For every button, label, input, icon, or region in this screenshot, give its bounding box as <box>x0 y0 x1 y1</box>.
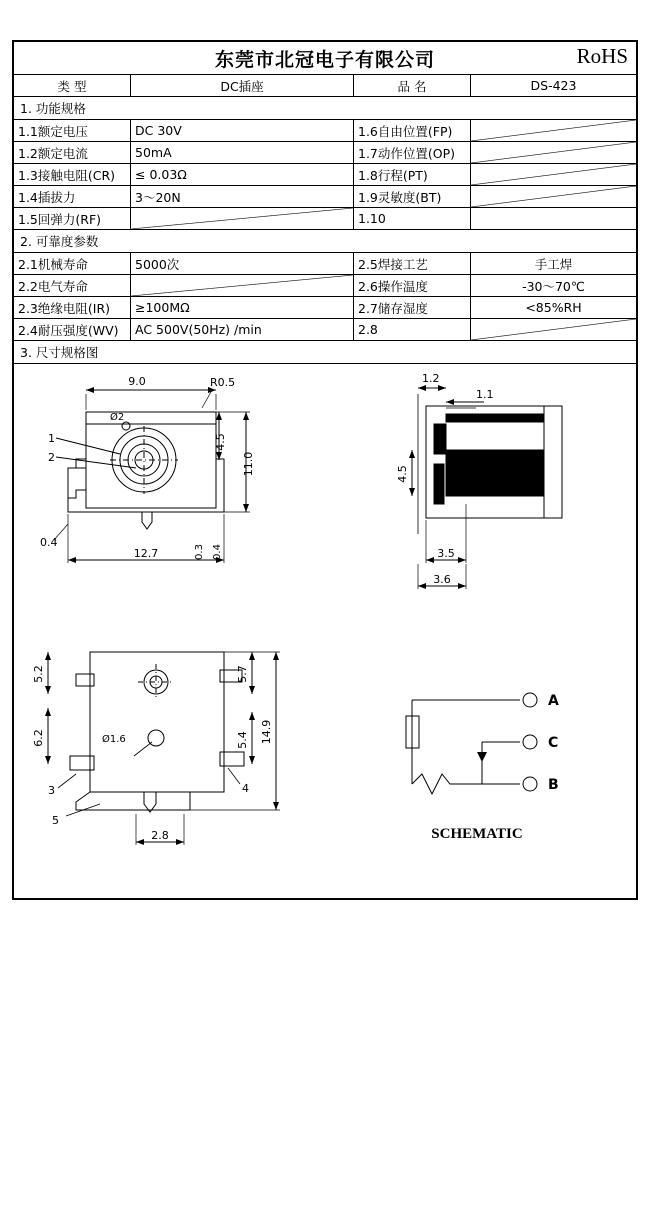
func-1-4-value: 3～20N <box>131 186 354 208</box>
rel-2-1-label: 2.1机械寿命 <box>14 253 131 275</box>
schematic-terminal-c: C <box>548 735 559 751</box>
type-value: DC插座 <box>131 75 354 97</box>
section-3-header: 3. 尺寸规格图 <box>14 341 636 364</box>
rel-2-5-label: 2.5焊接工艺 <box>354 253 471 275</box>
datasheet-border <box>12 40 638 900</box>
bottomview-callout-3: 3 <box>48 784 55 797</box>
rel-2-8-label: 2.8 <box>354 319 471 341</box>
name-label: 品 名 <box>354 75 471 97</box>
schematic-terminal-b: B <box>548 777 559 793</box>
table-row <box>14 75 636 97</box>
rel-2-3-label: 2.3绝缘电阻(IR) <box>14 297 131 319</box>
company-name: 东莞市北冠电子有限公司 <box>214 49 435 71</box>
bottomview-dim-62: 6.2 <box>32 729 45 747</box>
bottomview-dim-16: Ø1.6 <box>102 734 126 745</box>
rel-2-3-value: ≥100MΩ <box>131 297 354 319</box>
drawing-area <box>14 364 636 1220</box>
table-row <box>14 142 636 164</box>
table-row <box>14 186 636 208</box>
topview-dim-03: 0.3 <box>194 544 205 560</box>
topview-dim-04a: 0.4 <box>40 536 58 549</box>
topview-dim-width: 9.0 <box>128 375 146 388</box>
func-1-2-value: 50mA <box>131 142 354 164</box>
func-1-2-label: 1.2额定电流 <box>14 142 131 164</box>
func-1-3-value: ≤ 0.03Ω <box>131 164 354 186</box>
func-1-3-label: 1.3接触电阻(CR) <box>14 164 131 186</box>
func-1-1-label: 1.1额定电压 <box>14 120 131 142</box>
table-row <box>14 297 636 319</box>
table-row <box>14 275 636 297</box>
topview-dim-11: 11.0 <box>242 451 255 477</box>
func-1-6-value <box>471 120 637 142</box>
sideview-dim-35: 3.5 <box>437 547 455 560</box>
rel-2-4-value: AC 500V(50Hz) /min <box>131 319 354 341</box>
header <box>14 42 636 75</box>
schematic-terminal-a: A <box>548 693 559 709</box>
func-1-8-label: 1.8行程(PT) <box>354 164 471 186</box>
section-1-header: 1. 功能规格 <box>14 97 636 120</box>
function-spec-table <box>14 120 636 230</box>
section-2-header: 2. 可靠度参数 <box>14 230 636 253</box>
bottomview-callout-5: 5 <box>52 814 59 827</box>
bottomview-dim-54: 5.4 <box>236 731 249 749</box>
rel-2-2-label: 2.2电气寿命 <box>14 275 131 297</box>
reliability-table <box>14 253 636 341</box>
bottomview-dim-57: 5.7 <box>236 665 249 683</box>
func-1-6-label: 1.6自由位置(FP) <box>354 120 471 142</box>
rel-2-7-value: <85%RH <box>471 297 637 319</box>
func-1-9-value <box>471 186 637 208</box>
func-1-4-label: 1.4插拔力 <box>14 186 131 208</box>
func-1-5-value <box>131 208 354 230</box>
topview-dim-45: 4.5 <box>214 433 227 451</box>
rel-2-1-value: 5000次 <box>131 253 354 275</box>
rel-2-6-label: 2.6操作温度 <box>354 275 471 297</box>
sideview-dim-45: 4.5 <box>396 465 409 483</box>
bottomview-dim-28: 2.8 <box>151 829 169 842</box>
rel-2-5-value: 手工焊 <box>471 253 637 275</box>
topview-dim-127: 12.7 <box>133 547 159 560</box>
sideview-dim-36: 3.6 <box>433 573 451 586</box>
topview-callout-1: 1 <box>48 432 55 445</box>
bottomview-callout-4: 4 <box>242 782 249 795</box>
rel-2-2-value <box>131 275 354 297</box>
topview-dim-radius: R0.5 <box>210 376 236 389</box>
func-1-10-label: 1.10 <box>354 208 471 230</box>
topview-pin-dia: Ø2 <box>110 412 125 423</box>
bottomview-dim-149: 14.9 <box>260 719 273 745</box>
bottomview-dim-52: 5.2 <box>32 665 45 683</box>
func-1-1-value: DC 30V <box>131 120 354 142</box>
func-1-8-value <box>471 164 637 186</box>
table-row <box>14 319 636 341</box>
func-1-10-value <box>471 208 637 230</box>
table-row <box>14 253 636 275</box>
sideview-dim-11: 1.1 <box>476 388 494 401</box>
func-1-9-label: 1.9灵敏度(BT) <box>354 186 471 208</box>
func-1-7-value <box>471 142 637 164</box>
name-value: DS-423 <box>471 75 637 97</box>
rel-2-7-label: 2.7储存湿度 <box>354 297 471 319</box>
table-row <box>14 164 636 186</box>
rel-2-6-value: -30～70℃ <box>471 275 637 297</box>
func-1-7-label: 1.7动作位置(OP) <box>354 142 471 164</box>
table-row <box>14 120 636 142</box>
schematic-title: SCHEMATIC <box>431 826 523 842</box>
rohs-mark: RoHS <box>576 44 628 68</box>
table-row <box>14 208 636 230</box>
topview-callout-2: 2 <box>48 451 55 464</box>
func-1-5-label: 1.5回弹力(RF) <box>14 208 131 230</box>
mechanical-drawings <box>14 364 636 964</box>
sideview-dim-12: 1.2 <box>422 372 440 385</box>
topview-dim-04b: 0.4 <box>212 544 223 560</box>
rel-2-8-value <box>471 319 637 341</box>
title-table <box>14 75 636 97</box>
type-label: 类 型 <box>14 75 131 97</box>
rel-2-4-label: 2.4耐压强度(WV) <box>14 319 131 341</box>
